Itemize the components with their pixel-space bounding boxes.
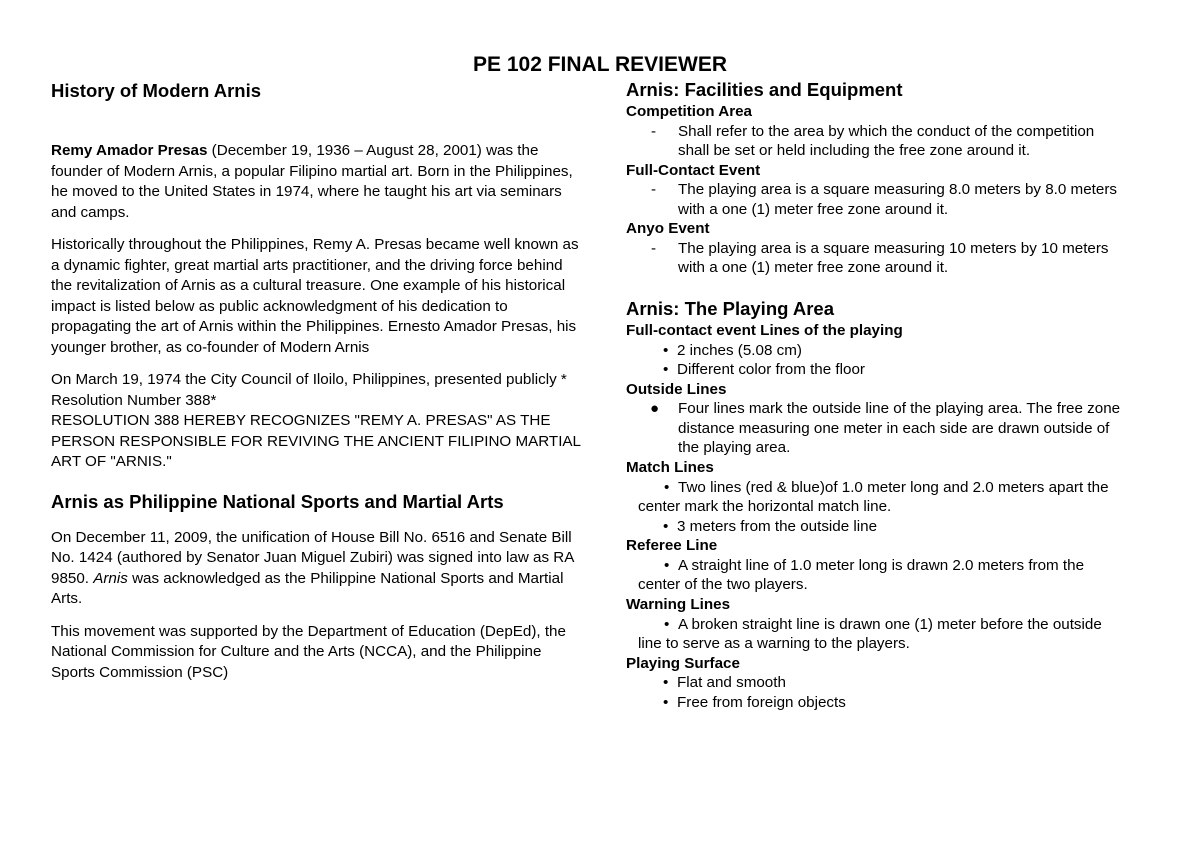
list-item-text: Shall refer to the area by which the conduct of the competition shall be set or held including the free zone around it.: [678, 122, 1095, 160]
page-title: PE 102 FINAL REVIEWER: [472, 53, 727, 76]
playing-surface-heading: Playing Surface: [626, 654, 740, 672]
dash-marker: -: [651, 239, 657, 257]
match-lines-heading: Match Lines: [626, 459, 714, 477]
list-item-text: Flat and smooth: [677, 674, 786, 692]
list-item: [626, 673, 1126, 693]
ra9850-italic: Arnis: [93, 569, 128, 587]
support-paragraph: This movement was supported by the Department of Education (DepEd), the National Commission for Culture and the Arts (NCCA), and the Philippine Sports Commission (PSC): [51, 622, 566, 681]
list-item: [626, 478, 1126, 517]
resolution-text: RESOLUTION 388 HEREBY RECOGNIZES "REMY A. PRESAS" AS THE PERSON RESPONSIBLE FOR REVIVING THE ANCIENT FILIPINO MARTIAL ART OF "ARNIS.": [51, 412, 581, 470]
warning-lines-heading: Warning Lines: [626, 596, 731, 613]
left-column: [51, 78, 581, 683]
bullet-marker: •: [664, 478, 670, 496]
presas-paragraph: [51, 141, 581, 223]
list-item-text: Four lines mark the outside line of the playing area. The free zone distance measuring one meter in each side are drawn outside of the playing area.: [678, 400, 1121, 457]
list-item-text: 3 meters from the outside line: [677, 517, 878, 535]
history-paragraph: Historically throughout the Philippines, Remy A. Presas became well known as a dynamic fighter, great martial arts practitioner, and the driving force behind the revitalization of Arnis as a cultural treasure. One example of his historical impact is listed below as public acknowledgment of his dedication to propagating the art of Arnis within the Philippines. Ernesto Amador Presas, his younger brother, as co-founder of Modern Arnis: [51, 236, 579, 356]
full-contact-heading: Full-Contact Event: [626, 161, 761, 179]
bullet-marker: •: [664, 556, 670, 574]
list-item-text: Free from foreign objects: [677, 693, 846, 711]
competition-area-heading: Competition Area: [626, 103, 753, 120]
bullet-marker: •: [663, 693, 669, 711]
list-item-text: Different color from the floor: [677, 361, 865, 379]
list-item: [626, 360, 1126, 380]
national-heading: Arnis as Philippine National Sports and Martial Arts: [51, 490, 504, 512]
history-heading: History of Modern Arnis: [51, 80, 262, 101]
bullet-marker: •: [663, 361, 669, 379]
list-item-text: A broken straight line is drawn one (1) meter before the outside line to serve as a warning to the players.: [638, 615, 1102, 653]
bullet-marker: •: [663, 674, 669, 692]
list-item-text: The playing area is a square measuring 10 meters by 10 meters with a one (1) meter free zone around it.: [678, 239, 1109, 277]
list-item-text: Two lines (red & blue)of 1.0 meter long and 2.0 meters apart the center mark the horizontal match line.: [638, 478, 1109, 516]
outside-lines-heading: Outside Lines: [626, 380, 727, 398]
list-item: [626, 517, 1126, 537]
fc-lines-heading: Full-contact event Lines of the playing: [626, 322, 903, 340]
playing-area-heading: Arnis: The Playing Area: [626, 298, 835, 320]
bullet-marker: •: [664, 615, 670, 633]
list-item: [626, 693, 1126, 713]
bullet-marker: •: [663, 341, 669, 359]
referee-line-heading: Referee Line: [626, 537, 718, 555]
dash-marker: -: [651, 122, 657, 140]
right-column: [626, 78, 1126, 712]
ra9850-text-b: was acknowledged as the Philippine National Sports and Martial Arts.: [51, 569, 564, 607]
presas-name: Remy Amador Presas: [51, 142, 208, 159]
filled-bullet-marker: ●: [650, 400, 660, 418]
list-item: [626, 556, 1126, 595]
list-item-text: The playing area is a square measuring 8.0 meters by 8.0 meters with a one (1) meter free zone around it.: [678, 181, 1117, 218]
anyo-heading: Anyo Event: [626, 220, 710, 238]
ra9850-text-a: On December 11, 2009, the unification of House Bill No. 6516 and Senate Bill No. 1424 (authored by Senator Juan Miguel Zubiri) was signed into law as RA 9850.: [51, 528, 574, 587]
list-item: [626, 180, 1126, 219]
resolution-intro: On March 19, 1974 the City Council of Iloilo, Philippines, presented publicly * Resolution Number 388*: [51, 371, 567, 409]
list-item: [626, 239, 1126, 278]
ra9850-paragraph: [51, 528, 581, 610]
list-item: [626, 399, 1126, 458]
presas-text: (December 19, 1936 – August 28, 2001) was the founder of Modern Arnis, a popular Filipino martial art. Born in the Philippines, he moved to the United States in 1974, where he taught his art via seminars and camps.: [51, 142, 573, 221]
list-item-text: 2 inches (5.08 cm): [677, 341, 802, 359]
bullet-marker: •: [663, 517, 669, 535]
list-item-text: A straight line of 1.0 meter long is drawn 2.0 meters from the center of the two players.: [638, 556, 1085, 594]
facilities-heading: Arnis: Facilities and Equipment: [626, 79, 903, 100]
list-item: [626, 615, 1126, 654]
dash-marker: -: [651, 181, 657, 199]
list-item: [626, 341, 1126, 361]
list-item: [626, 122, 1126, 161]
